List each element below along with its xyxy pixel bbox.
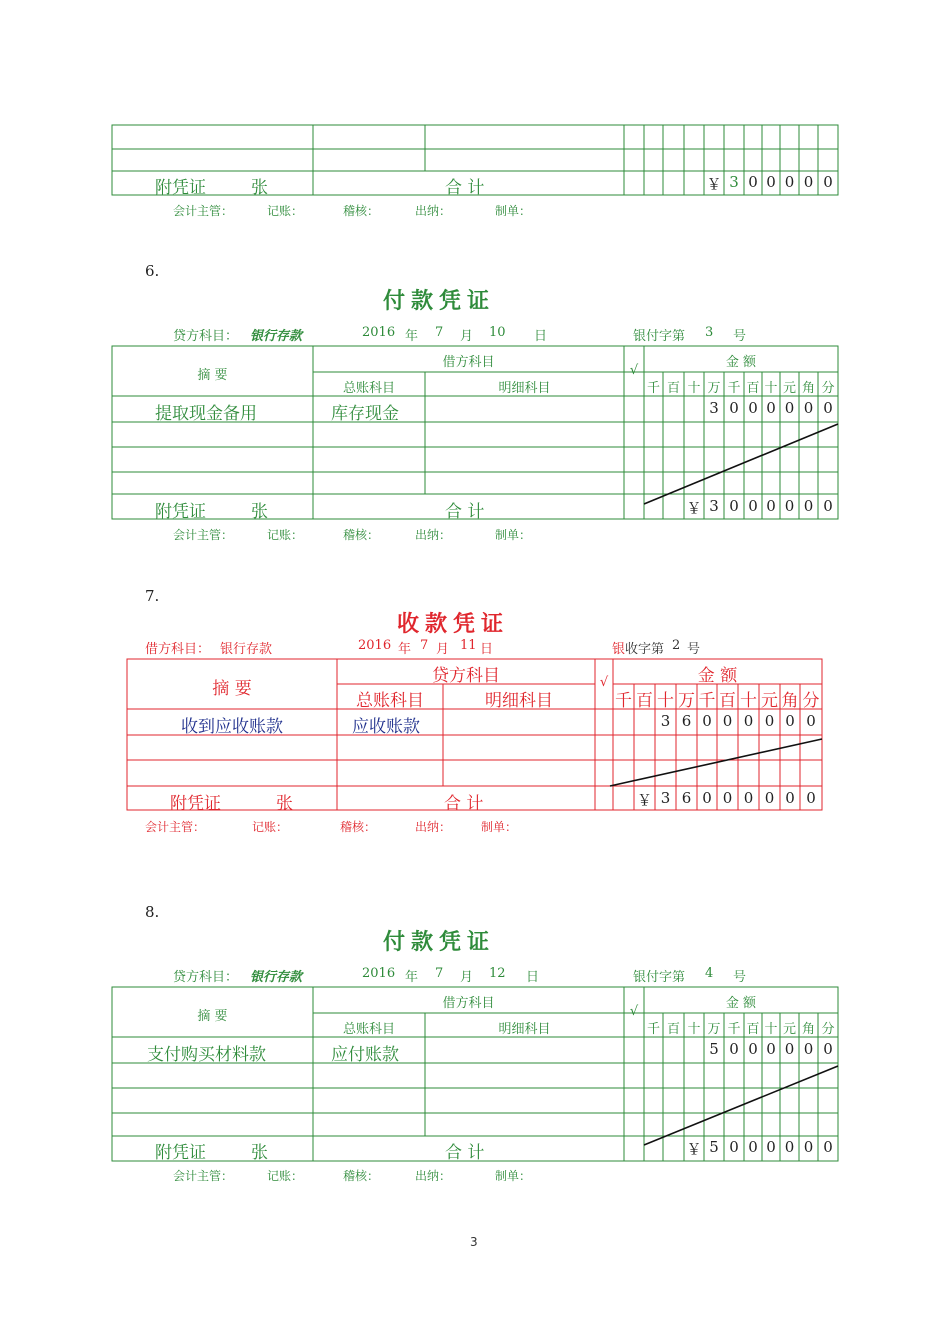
voucher-number-unit: 号 bbox=[733, 329, 747, 344]
amount-digit: ￥ bbox=[686, 499, 702, 517]
amount-digit: 0 bbox=[766, 173, 776, 191]
unit-label: 十 bbox=[764, 1022, 778, 1037]
date-year: 2016 bbox=[362, 325, 396, 340]
amount-digit: 0 bbox=[748, 399, 758, 417]
unit-label: 千 bbox=[615, 691, 632, 711]
date-day-unit: 日 bbox=[480, 642, 494, 657]
signature-reviewer: 稽核： bbox=[343, 1169, 380, 1183]
voucher-title: 付款凭证 bbox=[383, 930, 496, 955]
summary-header: 摘 要 bbox=[212, 679, 252, 699]
general-account-header: 总账科目 bbox=[342, 381, 395, 396]
unit-label: 十 bbox=[687, 381, 701, 396]
amount-digit: 0 bbox=[784, 497, 795, 515]
voucher-number-label: 收字第 bbox=[625, 642, 665, 657]
amount-digit: 0 bbox=[702, 789, 712, 807]
credit-account-label: 贷方科目： bbox=[173, 329, 239, 344]
amount-digit: 0 bbox=[722, 712, 733, 730]
check-mark-header: √ bbox=[629, 1004, 639, 1019]
amount-digit: 3 bbox=[660, 712, 671, 730]
amount-digit: 0 bbox=[806, 789, 816, 807]
entry-amount-digits bbox=[644, 1040, 838, 1062]
signature-bookkeeper: 记账： bbox=[252, 820, 289, 834]
voucher-number-label: 银付字第 bbox=[633, 329, 686, 344]
amount-digit: 0 bbox=[806, 712, 816, 730]
unit-label: 千 bbox=[698, 691, 716, 711]
unit-label: 百 bbox=[636, 691, 653, 711]
voucher-number: 3 bbox=[705, 325, 714, 340]
amount-digit: 0 bbox=[702, 712, 712, 730]
amount-digit: 0 bbox=[803, 1040, 814, 1058]
unit-label: 百 bbox=[746, 381, 760, 396]
amount-digit: 0 bbox=[784, 173, 795, 191]
voucher-number: 2 bbox=[672, 638, 681, 653]
sheets-label: 张 bbox=[251, 178, 268, 198]
amount-digit: 0 bbox=[722, 789, 733, 807]
date-day: 11 bbox=[460, 638, 477, 653]
date-month: 7 bbox=[435, 325, 444, 340]
unit-label: 角 bbox=[801, 381, 815, 396]
amount-digit: 0 bbox=[766, 1040, 776, 1058]
sheets-label: 张 bbox=[251, 502, 268, 522]
amount-digit: 3 bbox=[709, 497, 719, 515]
strike-line bbox=[644, 424, 838, 504]
amount-digit: 0 bbox=[823, 173, 833, 191]
signature-cashier: 出纳： bbox=[415, 528, 452, 542]
unit-label: 十 bbox=[740, 691, 757, 711]
total-label: 合 计 bbox=[445, 1143, 485, 1163]
unit-label: 千 bbox=[727, 1022, 741, 1037]
amount-digit: 0 bbox=[748, 497, 758, 515]
unit-label: 分 bbox=[821, 1022, 835, 1037]
date-month-unit: 月 bbox=[460, 970, 474, 985]
summary-header: 摘 要 bbox=[197, 1009, 228, 1024]
unit-label: 千 bbox=[646, 381, 660, 396]
amount-digit: 0 bbox=[748, 1040, 758, 1058]
amount-digit: 0 bbox=[823, 1040, 833, 1058]
voucher-index: 8. bbox=[145, 903, 160, 921]
signature-cashier: 出纳： bbox=[415, 1169, 452, 1183]
voucher-number-prefix: 银 bbox=[612, 642, 626, 657]
voucher-index: 7. bbox=[145, 587, 160, 605]
unit-label: 元 bbox=[761, 691, 778, 711]
amount-units-header bbox=[644, 377, 838, 395]
amount-digit: 0 bbox=[766, 399, 776, 417]
signature-bookkeeper: 记账： bbox=[267, 528, 304, 542]
sheets-label: 张 bbox=[251, 1143, 268, 1163]
credit-account-label: 贷方科目： bbox=[173, 970, 239, 985]
signature-cashier: 出纳： bbox=[415, 820, 452, 834]
voucher-number-unit: 号 bbox=[733, 970, 747, 985]
counter-account-header: 借方科目 bbox=[442, 355, 495, 370]
amount-digit: ￥ bbox=[686, 1140, 702, 1158]
amount-digit: 0 bbox=[803, 1138, 814, 1156]
credit-account-value: 银行存款 bbox=[250, 970, 303, 985]
signature-reviewer: 稽核： bbox=[343, 528, 380, 542]
unit-label: 十 bbox=[657, 691, 674, 711]
date-month: 7 bbox=[420, 638, 429, 653]
amount-digit: 0 bbox=[784, 399, 795, 417]
total-amount-digits bbox=[624, 173, 838, 195]
counter-account-header: 贷方科目 bbox=[432, 666, 500, 686]
amount-digit: 5 bbox=[709, 1138, 719, 1156]
total-label: 合 计 bbox=[445, 178, 485, 198]
strike-line bbox=[644, 1066, 838, 1145]
debit-account-value: 银行存款 bbox=[220, 642, 273, 657]
signature-preparer: 制单： bbox=[495, 1169, 532, 1183]
amount-digit: 3 bbox=[729, 173, 739, 191]
signature-bookkeeper: 记账： bbox=[267, 204, 304, 218]
unit-label: 百 bbox=[719, 691, 736, 711]
unit-label: 分 bbox=[821, 381, 835, 396]
amount-digit: 0 bbox=[823, 497, 833, 515]
detail-account-header: 明细科目 bbox=[498, 1022, 551, 1037]
unit-label: 十 bbox=[764, 381, 778, 396]
voucher-title: 收款凭证 bbox=[397, 612, 510, 637]
detail-account-header: 明细科目 bbox=[498, 381, 551, 396]
unit-label: 元 bbox=[782, 381, 796, 396]
sheets-label: 张 bbox=[276, 794, 293, 814]
amount-digit: 0 bbox=[823, 399, 833, 417]
check-mark-header: √ bbox=[629, 363, 639, 378]
check-mark-header: √ bbox=[599, 675, 609, 690]
amount-digit: 0 bbox=[784, 1040, 795, 1058]
attachments-label: 附凭证 bbox=[170, 794, 221, 814]
total-amount-digits bbox=[644, 497, 838, 519]
signature-preparer: 制单： bbox=[495, 204, 532, 218]
amount-digit: 0 bbox=[785, 712, 795, 730]
amount-digit: 0 bbox=[766, 1138, 776, 1156]
amount-digit: ￥ bbox=[636, 791, 652, 809]
summary-header: 摘 要 bbox=[197, 368, 228, 383]
signature-accounting-supervisor: 会计主管： bbox=[173, 528, 234, 542]
voucher-number: 4 bbox=[705, 966, 714, 981]
amount-digit: 3 bbox=[660, 789, 671, 807]
voucher-number-unit: 号 bbox=[687, 642, 701, 657]
strike-line bbox=[610, 739, 822, 786]
entry-general-account: 应付账款 bbox=[331, 1045, 399, 1065]
amount-digit: 6 bbox=[681, 712, 692, 730]
detail-account-header: 明细科目 bbox=[485, 691, 553, 711]
debit-account-label: 借方科目： bbox=[145, 642, 211, 657]
total-amount-digits bbox=[644, 1138, 838, 1160]
amount-digit: 0 bbox=[764, 789, 775, 807]
total-label: 合 计 bbox=[445, 502, 485, 522]
unit-label: 万 bbox=[707, 381, 721, 396]
voucher-index: 6. bbox=[145, 262, 160, 280]
entry-general-account: 库存现金 bbox=[331, 404, 399, 424]
unit-label: 百 bbox=[666, 1022, 680, 1037]
date-year-unit: 年 bbox=[405, 970, 419, 985]
unit-label: 十 bbox=[687, 1022, 701, 1037]
amount-digit: 5 bbox=[709, 1040, 719, 1058]
amount-digit: 0 bbox=[766, 497, 776, 515]
amount-digit: 0 bbox=[743, 712, 754, 730]
entry-summary: 支付购买材料款 bbox=[147, 1045, 266, 1065]
amount-digit: 0 bbox=[729, 1040, 739, 1058]
signature-accounting-supervisor: 会计主管： bbox=[173, 204, 234, 218]
unit-label: 万 bbox=[678, 691, 695, 711]
signature-reviewer: 稽核： bbox=[340, 820, 377, 834]
signature-bookkeeper: 记账： bbox=[267, 1169, 304, 1183]
signature-cashier: 出纳： bbox=[415, 204, 452, 218]
unit-label: 元 bbox=[782, 1022, 796, 1037]
amount-digit: 0 bbox=[748, 173, 758, 191]
general-account-header: 总账科目 bbox=[342, 1022, 395, 1037]
signature-preparer: 制单： bbox=[495, 528, 532, 542]
amount-digit: 0 bbox=[784, 1138, 795, 1156]
amount-header: 金 额 bbox=[725, 355, 757, 370]
signature-accounting-supervisor: 会计主管： bbox=[145, 820, 206, 834]
unit-label: 千 bbox=[646, 1022, 660, 1037]
date-year-unit: 年 bbox=[405, 329, 419, 344]
date-day: 12 bbox=[489, 966, 506, 981]
amount-digit: 0 bbox=[803, 399, 814, 417]
amount-units-header bbox=[613, 686, 822, 711]
date-year: 2016 bbox=[358, 638, 392, 653]
voucher-number-label: 银付字第 bbox=[633, 970, 686, 985]
amount-header: 金 额 bbox=[697, 666, 738, 686]
unit-label: 角 bbox=[801, 1022, 815, 1037]
date-month-unit: 月 bbox=[460, 329, 474, 344]
attachments-label: 附凭证 bbox=[155, 178, 206, 198]
date-month: 7 bbox=[435, 966, 444, 981]
voucher-title: 付款凭证 bbox=[383, 289, 496, 314]
signature-accounting-supervisor: 会计主管： bbox=[173, 1169, 234, 1183]
unit-label: 分 bbox=[802, 691, 820, 711]
date-day: 10 bbox=[489, 325, 506, 340]
date-month-unit: 月 bbox=[436, 642, 450, 657]
attachments-label: 附凭证 bbox=[155, 1143, 206, 1163]
entry-amount-digits bbox=[644, 399, 838, 421]
page-number: 3 bbox=[470, 1235, 478, 1249]
amount-digit: 0 bbox=[743, 789, 754, 807]
general-account-header: 总账科目 bbox=[356, 691, 424, 711]
amount-digit: 0 bbox=[803, 173, 814, 191]
entry-summary: 提取现金备用 bbox=[155, 404, 257, 424]
unit-label: 角 bbox=[781, 691, 799, 711]
signature-preparer: 制单： bbox=[481, 820, 518, 834]
credit-account-value: 银行存款 bbox=[250, 329, 303, 344]
amount-digit: 0 bbox=[803, 497, 814, 515]
unit-label: 百 bbox=[746, 1022, 760, 1037]
amount-digit: 0 bbox=[729, 497, 739, 515]
entry-summary: 收到应收账款 bbox=[181, 717, 283, 737]
total-amount-digits bbox=[613, 789, 822, 811]
signature-reviewer: 稽核： bbox=[343, 204, 380, 218]
counter-account-header: 借方科目 bbox=[442, 996, 495, 1011]
amount-digit: 0 bbox=[729, 1138, 739, 1156]
unit-label: 万 bbox=[707, 1022, 721, 1037]
unit-label: 千 bbox=[727, 381, 741, 396]
amount-digit: 6 bbox=[681, 789, 692, 807]
amount-units-header bbox=[644, 1018, 838, 1036]
entry-amount-digits bbox=[613, 712, 822, 734]
entry-general-account: 应收账款 bbox=[352, 717, 420, 737]
amount-digit: ￥ bbox=[706, 175, 722, 193]
amount-digit: 3 bbox=[709, 399, 719, 417]
date-day-unit: 日 bbox=[526, 970, 540, 985]
date-year: 2016 bbox=[362, 966, 396, 981]
total-label: 合 计 bbox=[444, 794, 484, 814]
date-day-unit: 日 bbox=[534, 329, 548, 344]
unit-label: 百 bbox=[666, 381, 680, 396]
amount-header: 金 额 bbox=[725, 996, 757, 1011]
amount-digit: 0 bbox=[748, 1138, 758, 1156]
amount-digit: 0 bbox=[764, 712, 775, 730]
attachments-label: 附凭证 bbox=[155, 502, 206, 522]
amount-digit: 0 bbox=[785, 789, 795, 807]
amount-digit: 0 bbox=[823, 1138, 833, 1156]
date-year-unit: 年 bbox=[398, 642, 412, 657]
amount-digit: 0 bbox=[729, 399, 739, 417]
